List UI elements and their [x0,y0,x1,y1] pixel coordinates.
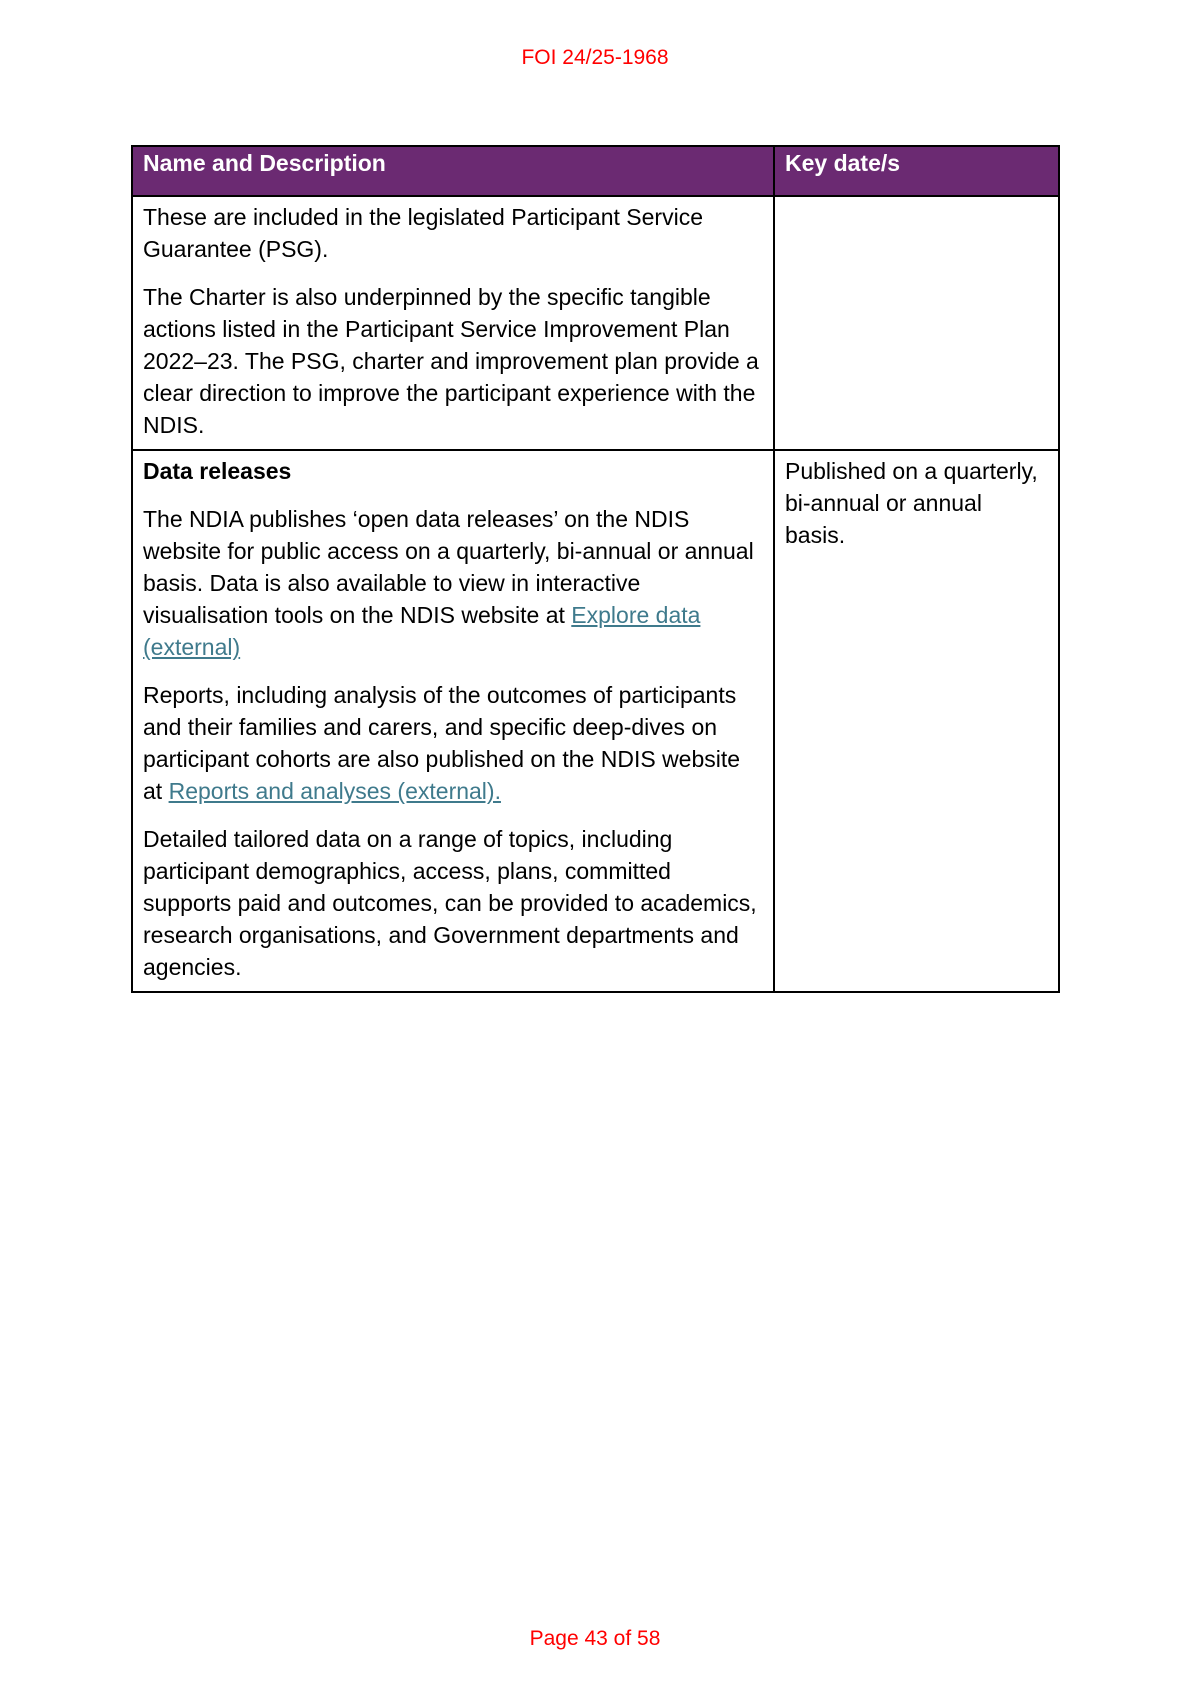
data-releases-title: Data releases [143,458,292,484]
column-header-name-description: Name and Description [132,146,774,196]
page-number-footer: Page 43 of 58 [529,1627,661,1650]
key-dates-cell [774,450,1059,992]
charter-paragraph: The Charter is also underpinned by the specific tangible actions listed in the Participant Service Improvement Plan 2022–23. The PSG, charter and improvement plan provide a clear direction to improve the participant experience with the NDIS. [143,284,759,438]
foi-reference-header: FOI 24/25-1968 [521,46,669,69]
description-cell [132,196,774,450]
key-dates-text: Published on a quarterly, bi-annual or annual basis. [785,458,1038,548]
explore-data-link[interactable]: Explore data (external) [143,602,701,660]
key-dates-cell [774,196,1059,450]
open-data-paragraph [143,503,763,663]
table-row [132,196,1059,450]
column-header-key-dates: Key date/s [774,146,1059,196]
reports-text: Reports, including analysis of the outcomes of participants and their families and carers, and specific deep-dives on participant cohorts are also published on the NDIS website at [143,682,741,804]
reports-paragraph [143,679,763,807]
table-row [132,450,1059,992]
description-cell [132,450,774,992]
tailored-data-paragraph: Detailed tailored data on a range of topics, including participant demographics, access, plans, committed supports paid and outcomes, can be provided to academics, research organisations, and Government departments and agencies. [143,826,757,980]
table-header-row [132,146,1059,196]
reports-analyses-link[interactable]: Reports and analyses (external). [168,778,501,804]
psg-paragraph: These are included in the legislated Participant Service Guarantee (PSG). [143,204,703,262]
open-data-text: The NDIA publishes ‘open data releases’ on the NDIS website for public access on a quarterly, bi-annual or annual basis. Data is also available to view in interactive visualisation tools on the NDIS website at [143,506,754,628]
content-table [131,145,1060,993]
